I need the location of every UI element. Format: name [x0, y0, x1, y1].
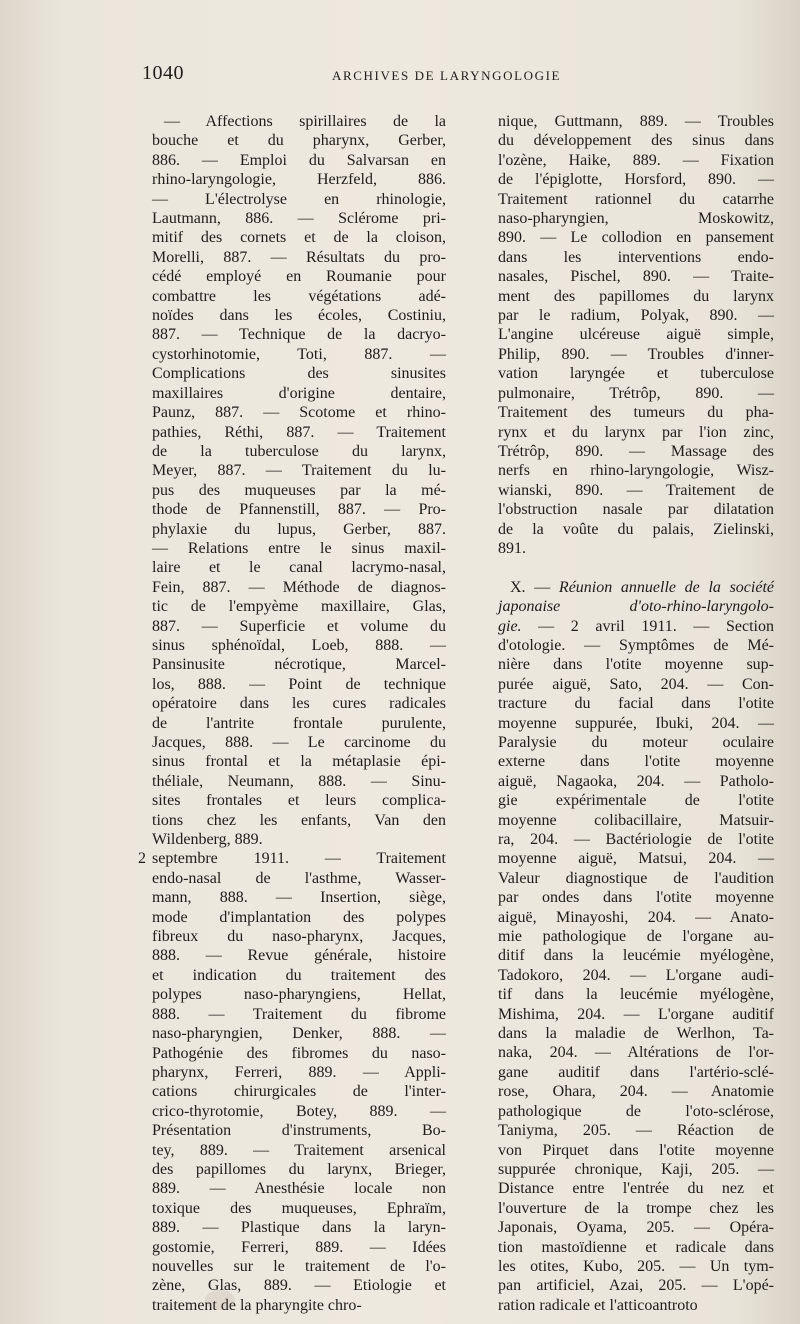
text-line: les otites, Kubo, 205. — Un tym- — [498, 1257, 774, 1275]
text-line: Trétrôp, 890. — Massage des — [498, 442, 774, 460]
text-line: de la tuberculose du larynx, — [152, 442, 446, 460]
section-date: — 2 avril 1911. — Section — [521, 617, 774, 635]
text-line: des papillomes du larynx, Brieger, — [152, 1160, 446, 1178]
text-line: polypes naso-pharyngiens, Hellat, — [152, 986, 446, 1004]
text-line: purée aiguë, Sato, 204. — Con- — [498, 675, 774, 693]
text-line: ra, 204. — Bactériologie de l'otite — [498, 831, 774, 849]
text-line: Taniyma, 205. — Réaction de — [498, 1122, 774, 1140]
text-line: Complications des sinusites — [152, 365, 446, 383]
text-line: mitif des cornets et de la cloison, — [152, 229, 446, 247]
text-line: Morelli, 887. — Résultats du pro- — [152, 248, 446, 266]
text-line: gane auditif dans l'artério-sclé- — [498, 1063, 774, 1081]
section-title-part-3: gie. — [498, 617, 522, 635]
text-line: toxique des muqueuses, Ephraïm, — [152, 1199, 446, 1217]
text-line: cations chirurgicales de l'inter- — [152, 1083, 446, 1101]
text-line: ditif dans la leucémie myélogène, — [498, 947, 774, 965]
text-line: rynx et du larynx par l'ion zinc, — [498, 423, 774, 441]
section-heading-line-2 — [498, 597, 774, 616]
text-line: Tadokoro, 204. — L'organe audi- — [498, 966, 774, 984]
text-line: pathologique de l'oto-sclérose, — [498, 1102, 774, 1120]
text-line: pharynx, Ferreri, 889. — Appli- — [152, 1063, 446, 1081]
text-line: von Pirquet dans l'otite moyenne — [498, 1141, 774, 1159]
text-line: maxillaires d'origine dentaire, — [152, 384, 446, 402]
text-line: de l'antrite frontale purulente, — [152, 714, 446, 732]
text-line: opératoire dans les cures radicales — [152, 695, 446, 713]
text-line: rhino-laryngologie, Herzfeld, 886. — [152, 171, 446, 189]
text-line: Wildenberg, 889. — [152, 831, 263, 849]
text-line: pan artificiel, Azai, 205. — L'opé- — [498, 1277, 774, 1295]
text-line: traitement de la pharyngite chro- — [152, 1296, 362, 1314]
text-line: endo-nasal de l'asthme, Wasser- — [152, 869, 446, 887]
text-line: 888. — Traitement du fibrome — [152, 1005, 446, 1023]
section-label: X. — — [510, 578, 551, 596]
text-line: théliale, Neumann, 888. — Sinu- — [152, 772, 446, 790]
text-line: et indication du traitement des — [152, 966, 446, 984]
margin-number: 2 — [138, 850, 146, 868]
running-title: ARCHIVES DE LARYNGOLOGIE — [332, 68, 562, 83]
right-column-bottom — [498, 636, 774, 1315]
text-line: cédé employé en Roumanie pour — [152, 268, 446, 286]
text-line: 889. — Anesthésie locale non — [152, 1180, 446, 1198]
text-line: gie expérimentale de l'otite — [498, 792, 774, 810]
text-line: Distance entre l'entrée du nez et — [498, 1180, 774, 1198]
text-line: nique, Guttmann, 889. — Troubles — [498, 113, 774, 130]
text-line: suppurée chronique, Kaji, 205. — — [498, 1160, 774, 1178]
text-line: 887. — Superficie et volume du — [152, 617, 446, 635]
text-line: Fein, 887. — Méthode de diagnos- — [152, 578, 446, 596]
text-line-content: septembre 1911. — Traitement — [152, 850, 446, 868]
text-line: par ondes dans l'otite moyenne — [498, 889, 774, 907]
text-line: laire et le canal lacrymo-nasal, — [152, 559, 446, 577]
text-line: Meyer, 887. — Traitement du lu- — [152, 462, 446, 480]
text-line: Paralysie du moteur oculaire — [498, 733, 774, 751]
text-line: moyenne aiguë, Matsui, 204. — — [498, 850, 774, 868]
text-line: fibreux du naso-pharynx, Jacques, — [152, 928, 446, 946]
text-line: l'ouverture de la trompe chez les — [498, 1199, 774, 1217]
section-heading-line-3 — [498, 617, 774, 636]
text-line: mann, 888. — Insertion, siège, — [152, 889, 446, 907]
text-line: sites frontales et leurs complica- — [152, 792, 446, 810]
text-line: nière dans l'otite moyenne sup- — [498, 656, 774, 674]
page-header — [142, 62, 762, 92]
text-line: Paunz, 887. — Scotome et rhino- — [152, 404, 446, 422]
text-line: 888. — Revue générale, histoire — [152, 947, 446, 965]
ink-smudge — [205, 1290, 235, 1310]
text-line: moyenne colibacillaire, Matsuir- — [498, 811, 774, 829]
text-line: 890. — Le collodion en pansement — [498, 229, 774, 247]
text-line: gostomie, Ferreri, 889. — Idées — [152, 1238, 446, 1256]
text-line: 889. — Plastique dans la laryn- — [152, 1219, 446, 1237]
text-line: naso-pharyngien, Denker, 888. — — [152, 1025, 446, 1043]
text-line: pathies, Réthi, 887. — Traitement — [152, 423, 446, 441]
text-line: bouche et du pharynx, Gerber, — [152, 132, 446, 150]
text-line: pus des muqueuses par la mé- — [152, 481, 446, 499]
text-line: de l'épiglotte, Horsford, 890. — — [498, 171, 774, 189]
text-line: dans la maladie de Werlhon, Ta- — [498, 1025, 774, 1043]
text-line: mode d'implantation des polypes — [152, 908, 446, 926]
text-line: noïdes dans les écoles, Costiniu, — [152, 307, 446, 325]
text-line: l'obstruction nasale par dilatation — [498, 501, 774, 519]
text-line: combattre les végétations adé- — [152, 287, 446, 305]
text-line: Traitement rationnel du catarrhe — [498, 190, 774, 208]
text-line: de la voûte du palais, Zielinski, — [498, 520, 774, 538]
text-line: Traitement des tumeurs du pha- — [498, 404, 774, 422]
text-line: 886. — Emploi du Salvarsan en — [152, 151, 446, 169]
section-title-part-2: japonaise d'oto-rhino-laryngolo- — [498, 598, 774, 616]
section-gap — [498, 558, 774, 577]
text-line: tif dans la leucémie myélogène, — [498, 986, 774, 1004]
text-line: externe dans l'otite moyenne — [498, 753, 774, 771]
text-line: ment des papillomes du larynx — [498, 287, 774, 305]
text-line: 887. — Technique de la dacryo- — [152, 326, 446, 344]
text-line: Japonais, Oyama, 205. — Opéra- — [498, 1219, 774, 1237]
section-heading-line-1 — [498, 578, 774, 597]
text-line: dans les interventions endo- — [498, 248, 774, 266]
text-line: Pansinusite nécrotique, Marcel- — [152, 656, 446, 674]
text-line: nouvelles sur le traitement de l'o- — [152, 1257, 446, 1275]
text-line: nerfs en rhino-laryngologie, Wisz- — [498, 462, 774, 480]
text-line: — Affections spirillaires de la — [164, 113, 446, 130]
text-line: aiguë, Minayoshi, 204. — Anato- — [498, 908, 774, 926]
text-line: los, 888. — Point de technique — [152, 675, 446, 693]
text-line: zène, Glas, 889. — Etiologie et — [152, 1277, 446, 1295]
page-number: 1040 — [142, 62, 184, 84]
text-line: Mishima, 204. — L'organe auditif — [498, 1005, 774, 1023]
text-line: Jacques, 888. — Le carcinome du — [152, 734, 446, 751]
text-line: Philip, 890. — Troubles d'inner- — [498, 345, 774, 363]
text-line: naka, 204. — Altérations de l'or- — [498, 1044, 774, 1062]
text-line: ration radicale et l'atticoantroto — [498, 1296, 698, 1314]
text-line: moyenne suppurée, Ibuki, 204. — — [498, 714, 774, 732]
text-line: 891. — [498, 539, 526, 557]
text-line: tion mastoïdienne et radicale dans — [498, 1238, 774, 1256]
text-line: tions chez les enfants, Van den — [152, 811, 446, 829]
text-line: rose, Ohara, 204. — Anatomie — [498, 1083, 774, 1101]
text-line: wianski, 890. — Traitement de — [498, 481, 774, 499]
text-line: thode de Pfannenstill, 887. — Pro- — [152, 501, 446, 519]
right-column — [498, 112, 774, 1315]
left-column — [138, 112, 446, 1315]
text-line: naso-pharyngien, Moskowitz, — [498, 210, 774, 228]
text-line: tracture du facial dans l'otite — [498, 695, 774, 713]
text-line: l'ozène, Haike, 889. — Fixation — [498, 151, 774, 169]
text-line: vation laryngée et tuberculose — [498, 365, 774, 383]
text-line: Pathogénie des fibromes du naso- — [152, 1044, 446, 1062]
text-line-with-margin-number — [138, 849, 446, 868]
text-line: sinus sphénoïdal, Loeb, 888. — — [152, 636, 446, 654]
text-line: sinus frontal et la métaplasie épi- — [152, 753, 446, 771]
text-line: Valeur diagnostique de l'audition — [498, 869, 774, 887]
text-line: — L'électrolyse en rhinologie, — [152, 190, 446, 208]
text-line: Présentation d'instruments, Bo- — [152, 1122, 446, 1140]
text-line: aiguë, Nagaoka, 204. — Patholo- — [498, 772, 774, 790]
text-line: tey, 889. — Traitement arsenical — [152, 1141, 446, 1159]
section-title-part-1: Réunion annuelle de la société — [558, 578, 775, 596]
text-line: pulmonaire, Trétrôp, 890. — — [498, 384, 774, 402]
text-line: tic de l'empyème maxillaire, Glas, — [152, 598, 446, 616]
text-line: crico-thyrotomie, Botey, 889. — — [152, 1102, 446, 1120]
text-line: Lautmann, 886. — Sclérome pri- — [152, 210, 446, 228]
text-line: L'angine ulcéreuse aiguë simple, — [498, 326, 774, 344]
column-divider — [474, 120, 475, 1270]
text-line: mie pathologique de l'organe au- — [498, 928, 774, 946]
text-line: du développement des sinus dans — [498, 132, 774, 150]
right-column-top — [498, 112, 774, 558]
text-line: par le radium, Polyak, 890. — — [498, 307, 774, 325]
text-line: d'otologie. — Symptômes de Mé- — [498, 636, 774, 654]
text-line: — Relations entre le sinus maxil- — [152, 539, 446, 557]
text-line: cystorhinotomie, Toti, 887. — — [152, 345, 446, 363]
text-line: nasales, Pischel, 890. — Traite- — [498, 268, 774, 286]
text-line: phylaxie du lupus, Gerber, 887. — [152, 520, 446, 538]
